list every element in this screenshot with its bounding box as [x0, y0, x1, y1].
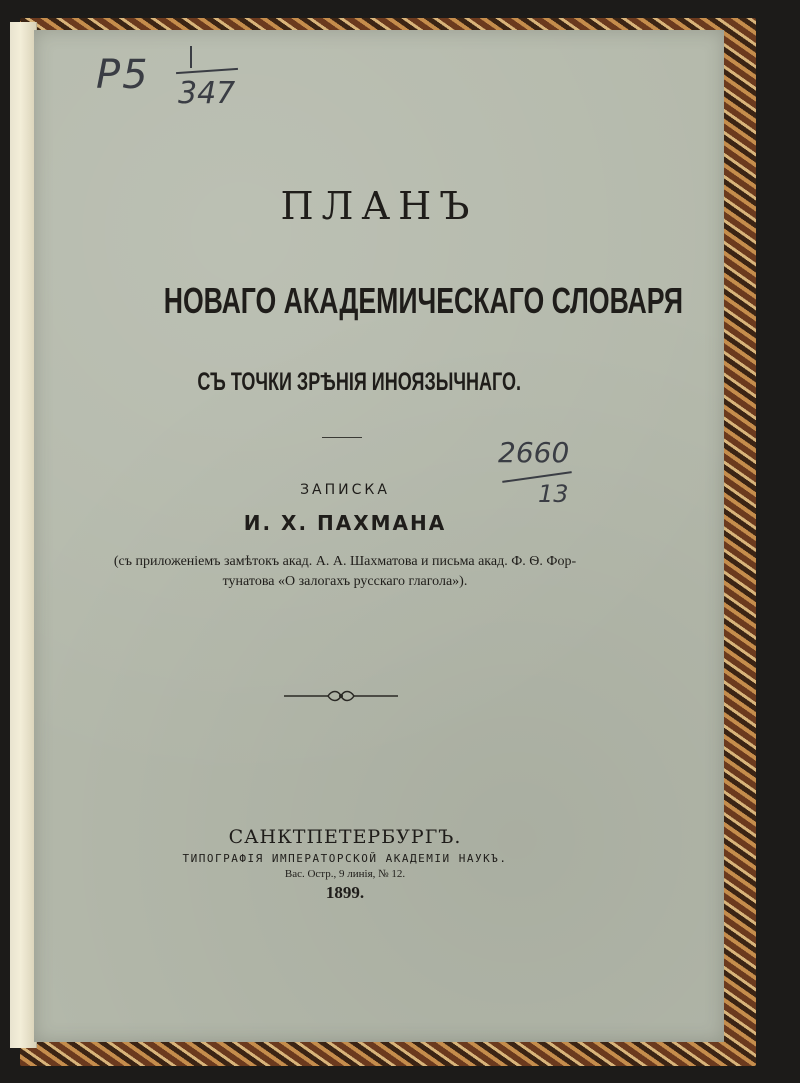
book-subtitle-secondary: СЪ ТОЧКИ ЗРѢНІЯ ИНОЯЗЫЧНАГО.	[197, 368, 521, 396]
divider-rule	[322, 437, 362, 438]
shelfmark-line	[176, 68, 238, 74]
imprint-city: САНКТПЕТЕРБУРГЪ.	[228, 826, 462, 848]
shelfmark-letters: P5	[96, 52, 150, 98]
imprint-year: 1899.	[325, 883, 365, 902]
shelfmark-number: 347	[178, 76, 236, 111]
imprint-address: Вас. Остр., 9 линія, № 12.	[284, 868, 406, 880]
appendix-note	[100, 552, 590, 592]
shelfmark-tick	[190, 46, 192, 68]
inventory-number: 2660	[498, 436, 570, 469]
appendix-note-line: тунатова «О залогахъ русскаго глагола»).	[222, 574, 468, 589]
book-subtitle: НОВАГО АКАДЕМИЧЕСКАГО СЛОВАРЯ	[163, 280, 683, 321]
appendix-note-line: (съ приложеніемъ замѣтокъ акад. А. А. Шахматова и письма акад. Ф. Ѳ. Фор-	[113, 554, 577, 569]
page-edge	[10, 22, 37, 1048]
author-name: И. Х. ПАХМАНА	[243, 511, 447, 535]
shelfmark-handwritten	[96, 46, 246, 126]
imprint-printer: ТИПОГРАФІЯ ИМПЕРАТОРСКОЙ АКАДЕМІИ НАУКЪ.	[182, 852, 508, 865]
inventory-sub: 13	[538, 480, 569, 508]
inventory-mark	[498, 436, 588, 516]
note-label: ЗАПИСКА	[300, 482, 390, 498]
page-title: ПЛАНЪ	[280, 184, 478, 228]
ornament-divider	[284, 688, 398, 704]
